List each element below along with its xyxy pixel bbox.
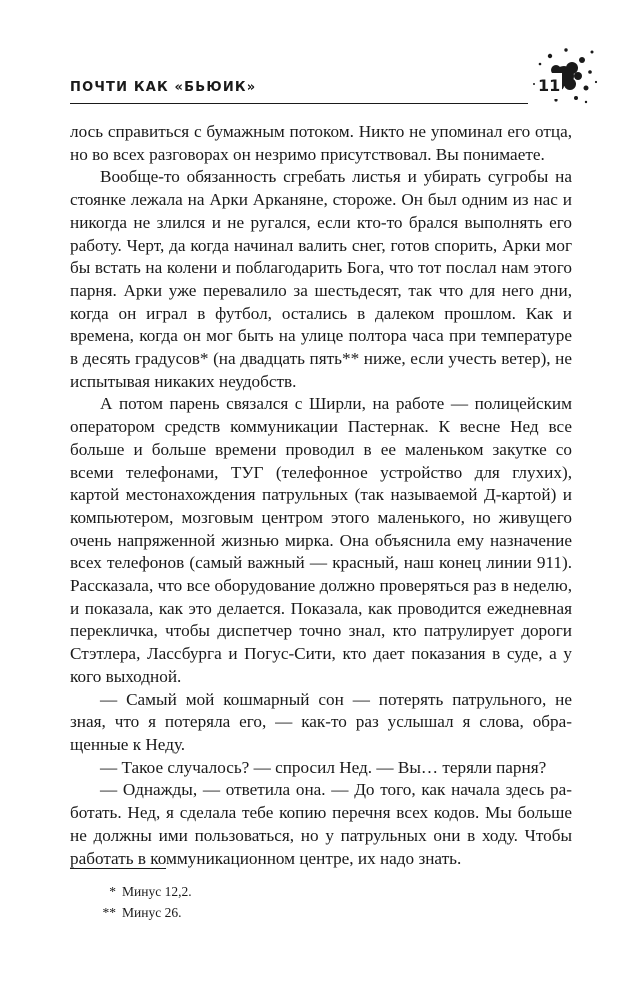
running-title: ПОЧТИ КАК «БЬЮИК» [70, 80, 257, 95]
footnote [70, 881, 572, 902]
paragraph: А потом парень связался с Ширли, на работе — полицейским оператором средств коммуникации Пастернак. К весне Нед все больше и больше времени проводил в ее маленьком закутке со всеми телефонами, ТУГ (телефонное устройство для глухих), картой местонахождения патрульных (так называемой Д-картой) и компьютером, мозговым центром этого маленького, но живущего очень напряженной жизнью мирка. Она объяснила ему назначение всех телефонов (самый важный — красный, наш конец линии 911). Рассказала, что все оборудование должно проверяться раз в неделю, и показала, как это делается. Показала, как проводится ежедневная перекличка, чтобы диспетчер точно знал, кто патрулирует дороги Стэтлера, Лассбурга и Погус-Сити, кто дает показания в суде, а у кого выходной. [70, 394, 572, 686]
paragraph: — Самый мой кошмарный сон — потерять патрульного, не зная, что я потеряла его, — как-то раз услышал я слова, обращенные к Неду. [70, 689, 572, 754]
footnote [70, 902, 572, 923]
paragraph: — Такое случалось? — спросил Нед. — Вы… теряли парня? [100, 757, 547, 777]
main-text [70, 121, 572, 870]
footnote-text: Минус 12,2. [122, 884, 192, 899]
footnote-rule [70, 868, 166, 869]
paragraph: Вообще-то обязанность сгребать листья и убирать сугробы на стоянке лежала на Арки Арканяне, стороже. Он был одним из нас и никогда не злился и не ругался, если кто-то брался выполнять его работу. Черт, да когда начинал валить снег, готов спорить, Арки мог бы встать на колени и поблагодарить Бога, что тот послал нам этого парня. Арки уже перевалило за шестьдесят, так что для него дни, когда он играл в футбол, остались в далеком прошлом. Как и времена, когда он мог быть на улице полтора часа при температуре в десять градусов* (на двадцать пять** ниже, если учесть ветер), не испытывая никаких неудобств. [70, 167, 572, 391]
header-rule [70, 103, 528, 104]
footnote-mark: * [109, 884, 116, 899]
footnote-mark: ** [102, 905, 116, 920]
footnotes [70, 868, 572, 923]
page-number: 11 [538, 76, 561, 95]
footnote-text: Минус 26. [122, 905, 182, 920]
paragraph: лось справиться с бумажным потоком. Никто не упоминал его отца, но во всех разговорах он незримо присутствовал. Вы понимаете. [70, 122, 572, 164]
page-number-badge [520, 38, 600, 118]
paragraph: — Однажды, — ответила она. — До того, как начала здесь работать. Нед, я сделала тебе копию перечня всех кодов. Мы больше не должны ими пользоваться, но у патрульных они в ходу. Чтобы работать в коммуникационном центре, их надо знать. [70, 780, 572, 868]
